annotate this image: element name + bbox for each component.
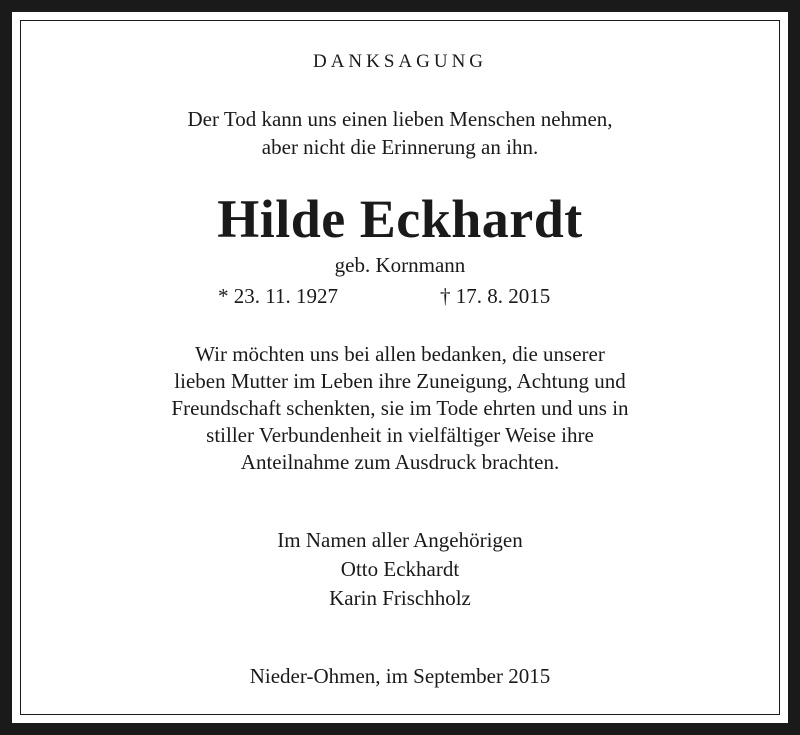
place-and-date: Nieder-Ohmen, im September 2015 [249,664,551,688]
signature-intro: Im Namen aller Angehörigen [277,528,523,552]
thanks-line: Freundschaft schenkten, sie im Tode ehrten und uns in [171,396,629,420]
signatory-name: Karin Frischholz [329,586,471,610]
thanks-line: lieben Mutter im Leben ihre Zuneigung, Achtung und [174,369,626,393]
death-date: † 17. 8. 2015 [440,284,551,308]
thanks-text [20,341,780,476]
thanks-line: Wir möchten uns bei allen bedanken, die unserer [195,342,605,366]
maiden-name: geb. Kornmann [334,253,466,277]
quote-line: Der Tod kann uns einen lieben Menschen nehmen, [187,107,613,131]
signatory-name: Otto Eckhardt [340,557,460,581]
birth-date: * 23. 11. 1927 [218,284,338,308]
quote-line: aber nicht die Erinnerung an ihn. [261,135,539,159]
memorial-quote [20,105,780,161]
signature-block [20,526,780,613]
deceased-name: Hilde Eckhardt [217,189,583,249]
notice-heading: DANKSAGUNG [312,51,488,72]
thanks-line: Anteilnahme zum Ausdruck brachten. [240,450,560,474]
thanks-line: stiller Verbundenheit in vielfältiger Weise ihre [206,423,594,447]
